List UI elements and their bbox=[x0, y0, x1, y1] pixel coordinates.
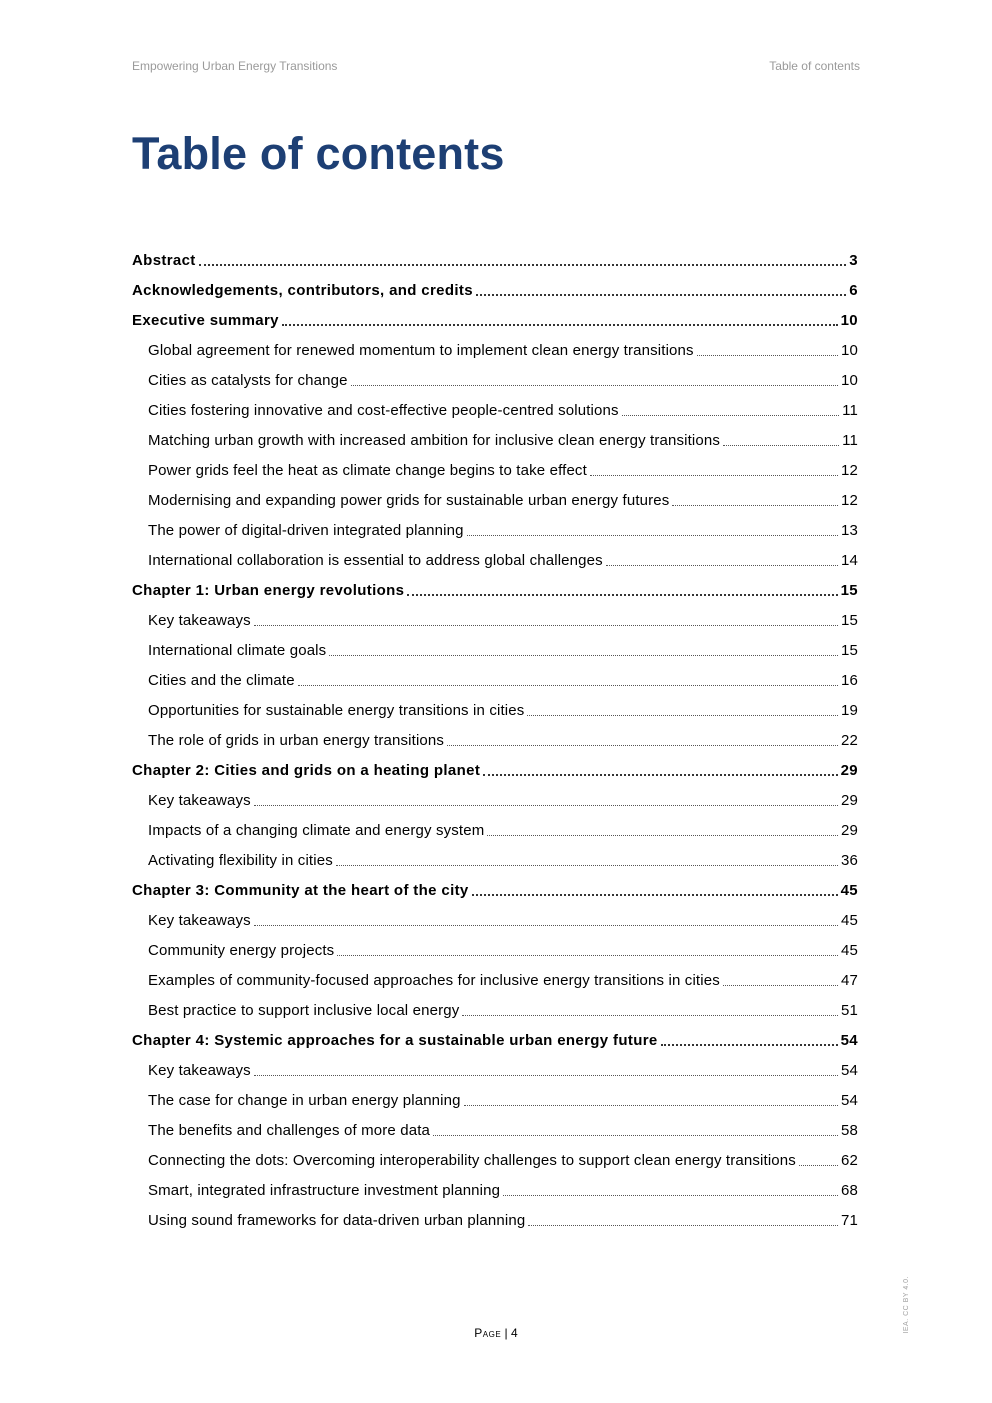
toc-entry-title: Cities and the climate bbox=[148, 672, 295, 689]
table-of-contents bbox=[132, 250, 858, 1240]
toc-dot-leader bbox=[298, 685, 838, 686]
toc-entry-page-number: 13 bbox=[841, 522, 858, 539]
toc-entry-title: Community energy projects bbox=[148, 942, 335, 959]
toc-dot-leader bbox=[282, 324, 838, 326]
toc-entry-title: Chapter 1: Urban energy revolutions bbox=[132, 582, 405, 599]
toc-entry-title: Executive summary bbox=[132, 312, 279, 329]
toc-entry-title: Smart, integrated infrastructure investment planning bbox=[148, 1182, 501, 1199]
toc-entry-title: The role of grids in urban energy transitions bbox=[148, 732, 445, 749]
toc-entry-page-number: 12 bbox=[841, 492, 858, 509]
toc-entry-page-number: 45 bbox=[840, 882, 858, 899]
toc-entry-page-number: 11 bbox=[842, 402, 858, 419]
toc-entry-page-number: 62 bbox=[841, 1152, 858, 1169]
page-number: 4 bbox=[511, 1326, 518, 1340]
toc-dot-leader bbox=[528, 1225, 838, 1226]
toc-entry-title: Modernising and expanding power grids for sustainable urban energy futures bbox=[148, 492, 670, 509]
toc-entry-page-number: 10 bbox=[841, 372, 858, 389]
toc-section-entry[interactable] bbox=[132, 520, 858, 541]
toc-dot-leader bbox=[672, 505, 838, 506]
toc-entry-title: Cities as catalysts for change bbox=[148, 372, 348, 389]
toc-dot-leader bbox=[483, 774, 837, 776]
header-document-title: Empowering Urban Energy Transitions bbox=[132, 59, 338, 73]
toc-dot-leader bbox=[464, 1105, 838, 1106]
toc-entry-page-number: 11 bbox=[842, 432, 858, 449]
toc-entry-page-number: 29 bbox=[841, 822, 858, 839]
toc-entry-title: Key takeaways bbox=[148, 1062, 251, 1079]
toc-entry-page-number: 36 bbox=[841, 852, 858, 869]
toc-entry-page-number: 51 bbox=[841, 1002, 858, 1019]
toc-entry-title: Global agreement for renewed momentum to implement clean energy transitions bbox=[148, 342, 694, 359]
toc-dot-leader bbox=[199, 264, 847, 266]
toc-dot-leader bbox=[472, 894, 838, 896]
toc-entry-title: Abstract bbox=[132, 252, 196, 269]
page-footer bbox=[0, 1326, 992, 1340]
toc-dot-leader bbox=[661, 1044, 838, 1046]
toc-dot-leader bbox=[723, 445, 839, 446]
toc-entry-page-number: 71 bbox=[841, 1212, 858, 1229]
toc-section-entry[interactable] bbox=[132, 1060, 858, 1081]
toc-entry-page-number: 10 bbox=[841, 342, 858, 359]
toc-section-entry[interactable] bbox=[132, 610, 858, 631]
toc-section-entry[interactable] bbox=[132, 1090, 858, 1111]
toc-entry-title: The power of digital-driven integrated planning bbox=[148, 522, 464, 539]
toc-entry-title: Chapter 4: Systemic approaches for a sustainable urban energy future bbox=[132, 1032, 658, 1049]
toc-section-entry[interactable] bbox=[132, 370, 858, 391]
toc-section-entry[interactable] bbox=[132, 1210, 858, 1231]
toc-section-entry[interactable] bbox=[132, 1150, 858, 1171]
toc-entry-page-number: 45 bbox=[841, 912, 858, 929]
toc-chapter-entry[interactable] bbox=[132, 1030, 858, 1051]
toc-section-entry[interactable] bbox=[132, 1120, 858, 1141]
toc-entry-title: Best practice to support inclusive local energy bbox=[148, 1002, 460, 1019]
toc-entry-page-number: 16 bbox=[841, 672, 858, 689]
toc-entry-title: Matching urban growth with increased ambition for inclusive clean energy transitions bbox=[148, 432, 721, 449]
page-label: Page bbox=[474, 1326, 502, 1340]
toc-entry-title: Key takeaways bbox=[148, 612, 251, 629]
toc-entry-title: Chapter 3: Community at the heart of the city bbox=[132, 882, 469, 899]
toc-chapter-entry[interactable] bbox=[132, 760, 858, 781]
toc-entry-title: International climate goals bbox=[148, 642, 327, 659]
toc-section-entry[interactable] bbox=[132, 430, 858, 451]
toc-entry-title: Activating flexibility in cities bbox=[148, 852, 333, 869]
toc-dot-leader bbox=[697, 355, 838, 356]
toc-section-entry[interactable] bbox=[132, 640, 858, 661]
toc-dot-leader bbox=[527, 715, 838, 716]
toc-entry-page-number: 10 bbox=[840, 312, 858, 329]
toc-entry-title: International collaboration is essential to address global challenges bbox=[148, 552, 603, 569]
toc-dot-leader bbox=[723, 985, 838, 986]
toc-dot-leader bbox=[622, 415, 839, 416]
toc-entry-page-number: 15 bbox=[840, 582, 858, 599]
toc-entry-title: Examples of community-focused approaches for inclusive energy transitions in cities bbox=[148, 972, 720, 989]
page-separator: | bbox=[504, 1326, 508, 1340]
toc-dot-leader bbox=[336, 865, 838, 866]
toc-dot-leader bbox=[254, 925, 838, 926]
toc-section-entry[interactable] bbox=[132, 340, 858, 361]
toc-section-entry[interactable] bbox=[132, 970, 858, 991]
toc-entry-title: The benefits and challenges of more data bbox=[148, 1122, 431, 1139]
toc-dot-leader bbox=[254, 1075, 838, 1076]
toc-entry-page-number: 45 bbox=[841, 942, 858, 959]
toc-entry-title: Using sound frameworks for data-driven urban planning bbox=[148, 1212, 526, 1229]
toc-dot-leader bbox=[487, 835, 838, 836]
toc-dot-leader bbox=[462, 1015, 838, 1016]
toc-entry-page-number: 29 bbox=[841, 792, 858, 809]
toc-entry-page-number: 58 bbox=[841, 1122, 858, 1139]
toc-entry-title: Cities fostering innovative and cost-effective people-centred solutions bbox=[148, 402, 619, 419]
toc-dot-leader bbox=[590, 475, 838, 476]
page-title: Table of contents bbox=[132, 128, 505, 179]
toc-chapter-entry[interactable] bbox=[132, 250, 858, 271]
toc-entry-title: The case for change in urban energy planning bbox=[148, 1092, 461, 1109]
toc-section-entry[interactable] bbox=[132, 910, 858, 931]
toc-entry-page-number: 12 bbox=[841, 462, 858, 479]
toc-entry-page-number: 3 bbox=[849, 252, 858, 269]
toc-section-entry[interactable] bbox=[132, 1180, 858, 1201]
toc-section-entry[interactable] bbox=[132, 700, 858, 721]
toc-dot-leader bbox=[407, 594, 837, 596]
toc-section-entry[interactable] bbox=[132, 790, 858, 811]
toc-dot-leader bbox=[799, 1165, 838, 1166]
toc-section-entry[interactable] bbox=[132, 940, 858, 961]
toc-chapter-entry[interactable] bbox=[132, 280, 858, 301]
toc-entry-page-number: 15 bbox=[841, 642, 858, 659]
toc-chapter-entry[interactable] bbox=[132, 580, 858, 601]
toc-entry-page-number: 22 bbox=[841, 732, 858, 749]
toc-chapter-entry[interactable] bbox=[132, 880, 858, 901]
toc-entry-title: Chapter 2: Cities and grids on a heating planet bbox=[132, 762, 481, 779]
toc-entry-page-number: 29 bbox=[840, 762, 858, 779]
copyright-notice: IEA. CC BY 4.0. bbox=[903, 1276, 910, 1334]
toc-dot-leader bbox=[503, 1195, 838, 1196]
toc-entry-title: Connecting the dots: Overcoming interoperability challenges to support clean energy transitions bbox=[148, 1152, 796, 1169]
toc-entry-title: Power grids feel the heat as climate change begins to take effect bbox=[148, 462, 587, 479]
toc-entry-title: Impacts of a changing climate and energy system bbox=[148, 822, 485, 839]
toc-entry-page-number: 54 bbox=[841, 1092, 858, 1109]
toc-entry-title: Key takeaways bbox=[148, 912, 251, 929]
toc-section-entry[interactable] bbox=[132, 1000, 858, 1021]
toc-entry-page-number: 15 bbox=[841, 612, 858, 629]
toc-entry-title: Opportunities for sustainable energy transitions in cities bbox=[148, 702, 525, 719]
toc-dot-leader bbox=[433, 1135, 838, 1136]
toc-entry-page-number: 68 bbox=[841, 1182, 858, 1199]
toc-section-entry[interactable] bbox=[132, 400, 858, 421]
toc-section-entry[interactable] bbox=[132, 490, 858, 511]
toc-section-entry[interactable] bbox=[132, 460, 858, 481]
toc-dot-leader bbox=[329, 655, 838, 656]
toc-entry-title: Acknowledgements, contributors, and credits bbox=[132, 282, 473, 299]
toc-dot-leader bbox=[351, 385, 838, 386]
toc-section-entry[interactable] bbox=[132, 550, 858, 571]
toc-section-entry[interactable] bbox=[132, 820, 858, 841]
toc-chapter-entry[interactable] bbox=[132, 310, 858, 331]
toc-dot-leader bbox=[476, 294, 846, 296]
toc-entry-page-number: 54 bbox=[841, 1062, 858, 1079]
toc-entry-page-number: 47 bbox=[841, 972, 858, 989]
toc-section-entry[interactable] bbox=[132, 850, 858, 871]
toc-entry-page-number: 19 bbox=[841, 702, 858, 719]
toc-entry-page-number: 6 bbox=[849, 282, 858, 299]
toc-dot-leader bbox=[254, 805, 838, 806]
toc-dot-leader bbox=[467, 535, 838, 536]
toc-section-entry[interactable] bbox=[132, 670, 858, 691]
toc-dot-leader bbox=[337, 955, 838, 956]
header-section-title: Table of contents bbox=[769, 59, 860, 73]
toc-section-entry[interactable] bbox=[132, 730, 858, 751]
toc-entry-page-number: 54 bbox=[840, 1032, 858, 1049]
toc-entry-title: Key takeaways bbox=[148, 792, 251, 809]
toc-dot-leader bbox=[606, 565, 838, 566]
toc-dot-leader bbox=[447, 745, 838, 746]
toc-dot-leader bbox=[254, 625, 838, 626]
toc-entry-page-number: 14 bbox=[841, 552, 858, 569]
